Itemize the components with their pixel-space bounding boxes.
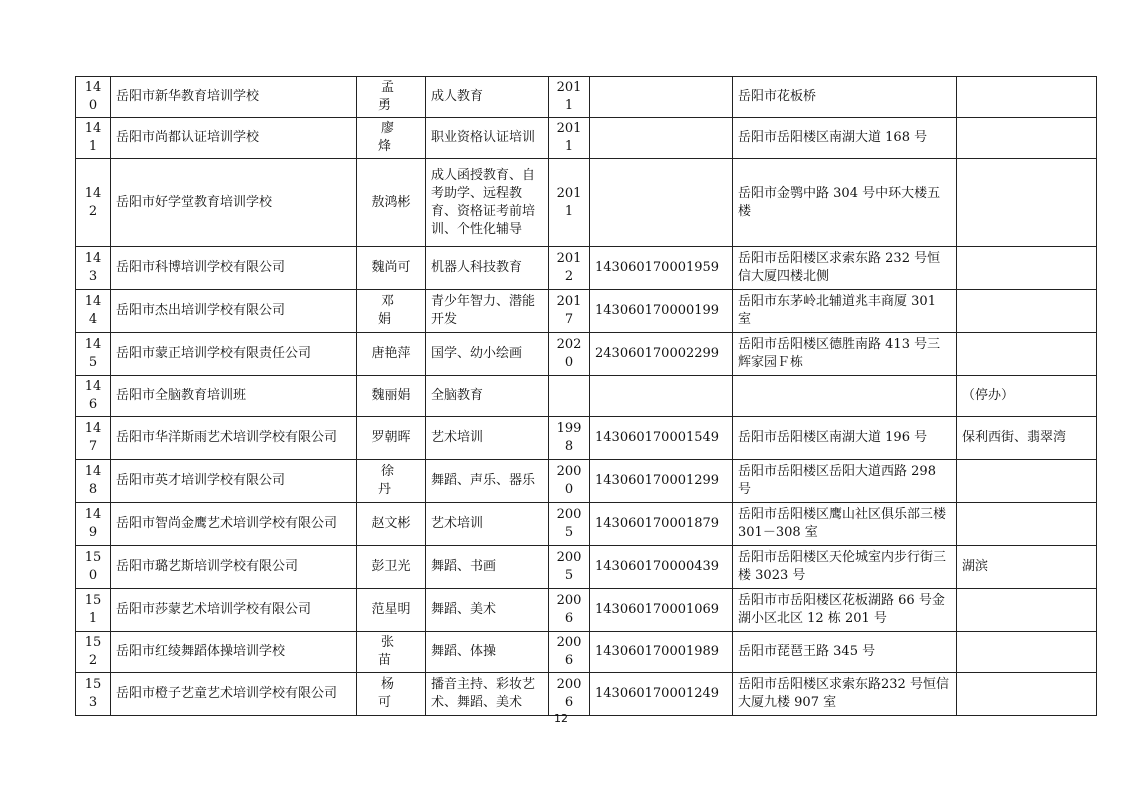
school-name: 岳阳市蒙正培训学校有限责任公司 [111,333,357,376]
founded-year: 2020 [549,333,590,376]
row-number: 150 [76,546,111,589]
license-number: 143060170001299 [590,460,733,503]
address: 岳阳市岳阳楼区南湖大道 196 号 [733,417,957,460]
row-number: 144 [76,290,111,333]
note [957,503,1097,546]
row-number: 149 [76,503,111,546]
table-row [76,118,1097,159]
legal-person: 唐艳萍 [357,333,426,376]
legal-person: 范星明 [357,589,426,632]
note [957,632,1097,673]
address [733,376,957,417]
founded-year: 2011 [549,77,590,118]
table-body [76,77,1097,716]
legal-person: 杨 可 [357,673,426,716]
founded-year: 2012 [549,247,590,290]
training-scope: 职业资格认证培训 [426,118,549,159]
legal-person: 徐 丹 [357,460,426,503]
license-number [590,118,733,159]
school-name: 岳阳市红绫舞蹈体操培训学校 [111,632,357,673]
school-name: 岳阳市智尚金鹰艺术培训学校有限公司 [111,503,357,546]
row-number: 140 [76,77,111,118]
license-number [590,159,733,247]
license-number: 143060170001959 [590,247,733,290]
row-number: 145 [76,333,111,376]
table-row [76,589,1097,632]
training-scope: 全脑教育 [426,376,549,417]
table-row [76,460,1097,503]
table-row [76,159,1097,247]
training-scope: 国学、幼小绘画 [426,333,549,376]
founded-year: 2005 [549,503,590,546]
school-name: 岳阳市好学堂教育培训学校 [111,159,357,247]
table-row [76,376,1097,417]
license-number [590,376,733,417]
training-scope: 青少年智力、潜能开发 [426,290,549,333]
row-number: 143 [76,247,111,290]
license-number: 143060170001549 [590,417,733,460]
address: 岳阳市岳阳楼区南湖大道 168 号 [733,118,957,159]
founded-year: 2006 [549,673,590,716]
training-scope: 舞蹈、书画 [426,546,549,589]
school-name: 岳阳市璐艺斯培训学校有限公司 [111,546,357,589]
table-row [76,632,1097,673]
training-scope: 成人函授教育、自考助学、远程教育、资格证考前培训、个性化辅导 [426,159,549,247]
table-row [76,546,1097,589]
training-scope: 舞蹈、美术 [426,589,549,632]
license-number [590,77,733,118]
note [957,159,1097,247]
note: 湖滨 [957,546,1097,589]
founded-year [549,376,590,417]
table-row [76,247,1097,290]
legal-person: 敖鸿彬 [357,159,426,247]
school-name: 岳阳市华洋斯雨艺术培训学校有限公司 [111,417,357,460]
training-scope: 成人教育 [426,77,549,118]
training-scope: 播音主持、彩妆艺术、舞蹈、美术 [426,673,549,716]
address: 岳阳市东茅岭北辅道兆丰商厦 301 室 [733,290,957,333]
legal-person: 赵文彬 [357,503,426,546]
address: 岳阳市岳阳楼区天伦城室内步行街三楼 3023 号 [733,546,957,589]
founded-year: 1998 [549,417,590,460]
founded-year: 2005 [549,546,590,589]
address: 岳阳市岳阳楼区德胜南路 413 号三辉家园Ｆ栋 [733,333,957,376]
training-scope: 舞蹈、体操 [426,632,549,673]
school-name: 岳阳市新华教育培训学校 [111,77,357,118]
license-number: 143060170001879 [590,503,733,546]
note: （停办） [957,376,1097,417]
school-name: 岳阳市科博培训学校有限公司 [111,247,357,290]
row-number: 142 [76,159,111,247]
row-number: 152 [76,632,111,673]
school-name: 岳阳市全脑教育培训班 [111,376,357,417]
legal-person: 张 苗 [357,632,426,673]
row-number: 153 [76,673,111,716]
note [957,333,1097,376]
school-name: 岳阳市莎蒙艺术培训学校有限公司 [111,589,357,632]
license-number: 143060170001069 [590,589,733,632]
note [957,247,1097,290]
founded-year: 2006 [549,589,590,632]
legal-person: 邓 娟 [357,290,426,333]
school-name: 岳阳市英才培训学校有限公司 [111,460,357,503]
training-scope: 机器人科技教育 [426,247,549,290]
founded-year: 2011 [549,118,590,159]
address: 岳阳市岳阳楼区岳阳大道西路 298 号 [733,460,957,503]
row-number: 151 [76,589,111,632]
address: 岳阳市岳阳楼区鹰山社区俱乐部三楼 301－308 室 [733,503,957,546]
address: 岳阳市琵琶王路 345 号 [733,632,957,673]
note: 保利西街、翡翠湾 [957,417,1097,460]
license-number: 143060170001249 [590,673,733,716]
school-name: 岳阳市尚都认证培训学校 [111,118,357,159]
school-name: 岳阳市橙子艺童艺术培训学校有限公司 [111,673,357,716]
legal-person: 魏尚可 [357,247,426,290]
legal-person: 彭卫光 [357,546,426,589]
row-number: 147 [76,417,111,460]
note [957,673,1097,716]
note [957,118,1097,159]
address: 岳阳市花板桥 [733,77,957,118]
address: 岳阳市金鹗中路 304 号中环大楼五楼 [733,159,957,247]
note [957,589,1097,632]
school-registry-table [75,76,1097,716]
row-number: 141 [76,118,111,159]
training-scope: 艺术培训 [426,417,549,460]
license-number: 143060170000199 [590,290,733,333]
founded-year: 2000 [549,460,590,503]
training-scope: 舞蹈、声乐、器乐 [426,460,549,503]
table-row [76,77,1097,118]
founded-year: 2011 [549,159,590,247]
school-name: 岳阳市杰出培训学校有限公司 [111,290,357,333]
table-row [76,333,1097,376]
page-number: 12 [554,712,568,725]
license-number: 143060170001989 [590,632,733,673]
row-number: 148 [76,460,111,503]
table-row [76,673,1097,716]
legal-person: 魏丽娟 [357,376,426,417]
legal-person: 孟 勇 [357,77,426,118]
note [957,77,1097,118]
founded-year: 2006 [549,632,590,673]
table-row [76,503,1097,546]
table-row [76,417,1097,460]
founded-year: 2017 [549,290,590,333]
training-scope: 艺术培训 [426,503,549,546]
license-number: 143060170000439 [590,546,733,589]
note [957,460,1097,503]
legal-person: 廖 烽 [357,118,426,159]
address: 岳阳市岳阳楼区求索东路 232 号恒信大厦四楼北侧 [733,247,957,290]
address: 岳阳市市岳阳楼区花板湖路 66 号金湖小区北区 12 栋 201 号 [733,589,957,632]
legal-person: 罗朝晖 [357,417,426,460]
license-number: 243060170002299 [590,333,733,376]
note [957,290,1097,333]
address: 岳阳市岳阳楼区求索东路232 号恒信大厦九楼 907 室 [733,673,957,716]
row-number: 146 [76,376,111,417]
table-row [76,290,1097,333]
